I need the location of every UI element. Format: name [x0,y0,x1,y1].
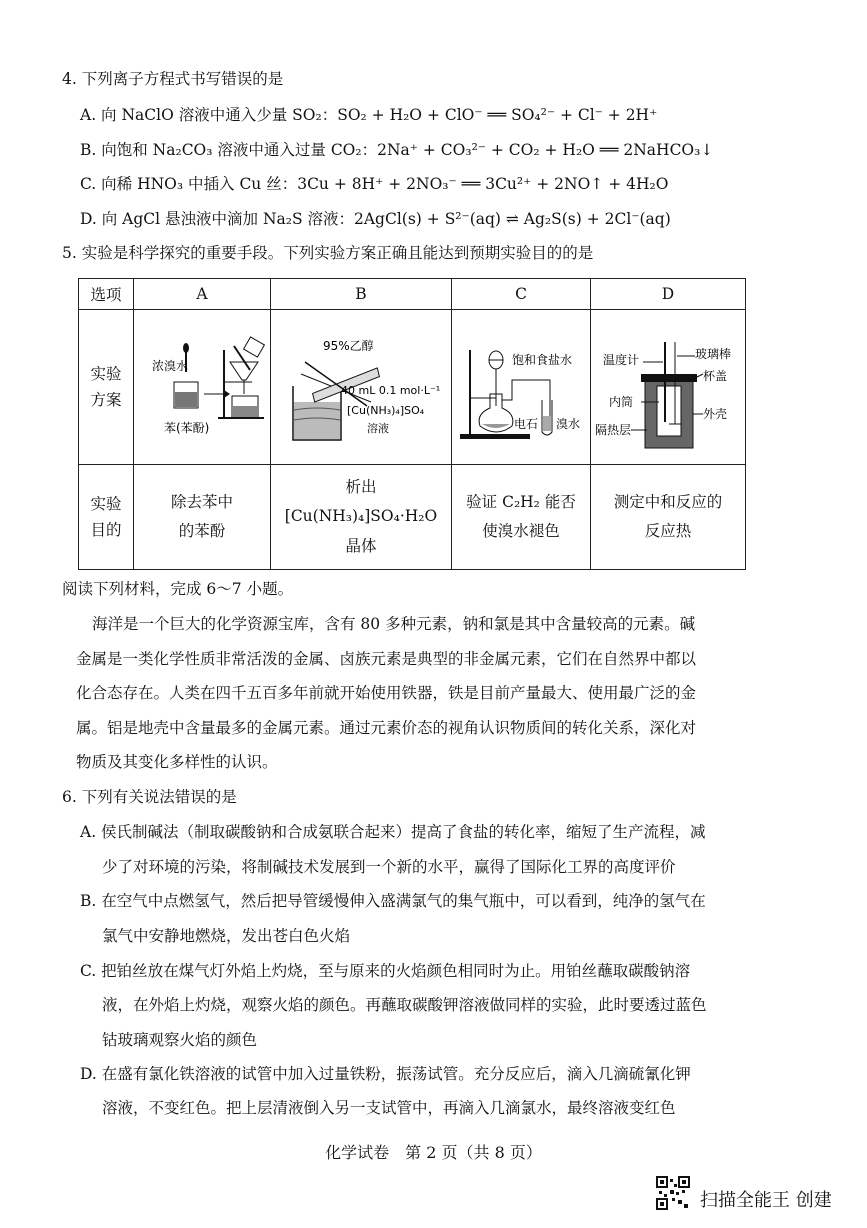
figure-a-cell [134,310,271,465]
scanner-brand-watermark: 扫描全能王 创建 [700,1190,832,1211]
table-header-option: 选项 [79,279,134,310]
q4-option-c: C. 向稀 HNO₃ 中插入 Cu 丝：3Cu + 8H⁺ + 2NO₃⁻ ══ 3Cu²⁺ + 2NO↑ + 4H₂O [80,175,669,193]
reading-intro: 阅读下列材料，完成 6～7 小题。 [62,580,294,598]
q6-option-c-line-3: 钴玻璃观察火焰的颜色 [102,1031,258,1049]
q6-option-a-line-1: A. 侯氏制碱法（制取碳酸钠和合成氨联合起来）提高了食盐的转化率，缩短了生产流程，减 [80,823,706,841]
reading-line-2: 金属是一类化学性质非常活泼的金属、卤族元素是典型的非金属元素，它们在自然界中都以 [76,650,697,668]
reading-line-5: 物质及其变化多样性的认识。 [76,753,278,771]
figure-a-label-bromine: 浓溴水 [152,359,189,373]
figure-d-label-lid: 杯盖 [703,369,728,383]
q4-option-a: A. 向 NaClO 溶液中通入少量 SO₂：SO₂ + H₂O + ClO⁻ ══ SO₄²⁻ + Cl⁻ + 2H⁺ [80,106,658,124]
figure-c-cell [452,310,591,465]
figure-b-label-complex: [Cu(NH₃)₄]SO₄ [347,404,425,417]
q4-option-b: B. 向饱和 Na₂CO₃ 溶液中通入过量 CO₂：2Na⁺ + CO₃²⁻ + CO₂ + H₂O ══ 2NaHCO₃↓ [80,141,714,159]
goal-b: 析出 [Cu(NH₃)₄]SO₄·H₂O 晶体 [271,465,452,570]
figure-b-label-solution: 溶液 [367,422,389,435]
table-header-d: D [591,279,746,310]
goal-c: 验证 C₂H₂ 能否 使溴水褪色 [452,465,591,570]
table-header-c: C [452,279,591,310]
figure-d [591,310,745,460]
q6-option-c-line-2: 液，在外焰上灼烧，观察火焰的颜色。再蘸取碳酸钾溶液做同样的实验，此时要透过蓝色 [102,996,707,1014]
figure-c-label-brine: 饱和食盐水 [512,353,573,367]
reading-line-4: 属。铝是地壳中含量最多的金属元素。通过元素价态的视角认识物质间的转化关系，深化对 [76,719,697,737]
table-header-b: B [271,279,452,310]
figure-c [452,310,590,460]
figure-b-label-ethanol: 95%乙醇 [323,339,374,353]
figure-d-label-thermometer: 温度计 [603,353,640,367]
q6-option-d-line-1: D. 在盛有氯化铁溶液的试管中加入过量铁粉，振荡试管。充分反应后，滴入几滴硫氰化钾 [80,1065,691,1083]
figure-d-label-inner: 内筒 [609,395,634,409]
figure-c-label-bromine-water: 溴水 [556,417,581,431]
row-label-goal: 实验目的 [79,465,134,570]
q5-stem: 5. 实验是科学探究的重要手段。下列实验方案正确且能达到预期实验目的的是 [62,244,594,262]
figure-b-label-volume: 40 mL 0.1 mol·L⁻¹ [341,384,441,397]
goal-d: 测定中和反应的 反应热 [591,465,746,570]
figure-d-label-stirrer: 玻璃棒 [695,347,732,361]
figure-b-cell [271,310,452,465]
figure-d-label-insulation: 隔热层 [595,423,632,437]
q4-option-d: D. 向 AgCl 悬浊液中滴加 Na₂S 溶液：2AgCl(s) + S²⁻(aq) ⇌ Ag₂S(s) + 2Cl⁻(aq) [80,210,671,228]
qr-code-icon [656,1176,690,1210]
figure-b [271,310,451,460]
goal-a: 除去苯中 的苯酚 [134,465,271,570]
q6-stem: 6. 下列有关说法错误的是 [62,788,237,806]
table-header-a: A [134,279,271,310]
q6-option-b-line-1: B. 在空气中点燃氢气，然后把导管缓慢伸入盛满氯气的集气瓶中，可以看到，纯净的氢气在 [80,892,706,910]
reading-line-1: 海洋是一个巨大的化学资源宝库，含有 80 多种元素，钠和氯是其中含量较高的元素。碱 [92,615,696,633]
q6-option-d-line-2: 溶液，不变红色。把上层清液倒入另一支试管中，再滴入几滴氯水，最终溶液变红色 [102,1099,676,1117]
figure-a [134,310,270,460]
q6-option-b-line-2: 氯气中安静地燃烧，发出苍白色火焰 [102,927,351,945]
reading-line-3: 化合态存在。人类在四千五百多年前就开始使用铁器，铁是目前产量最大、使用最广泛的金 [76,684,697,702]
figure-d-cell [591,310,746,465]
q6-option-a-line-2: 少了对环境的污染，将制碱技术发展到一个新的水平，赢得了国际化工界的高度评价 [102,858,676,876]
figure-d-label-shell: 外壳 [703,407,728,421]
row-label-scheme: 实验方案 [79,310,134,465]
experiment-table [78,278,746,570]
figure-c-label-carbide: 电石 [514,417,539,431]
figure-a-label-benzene: 苯(苯酚) [164,421,210,435]
q6-option-c-line-1: C. 把铂丝放在煤气灯外焰上灼烧，至与原来的火焰颜色相同时为止。用铂丝蘸取碳酸钠溶 [80,962,691,980]
q4-stem: 4. 下列离子方程式书写错误的是 [62,70,284,88]
page-footer: 化学试卷 第 2 页（共 8 页） [325,1143,542,1162]
